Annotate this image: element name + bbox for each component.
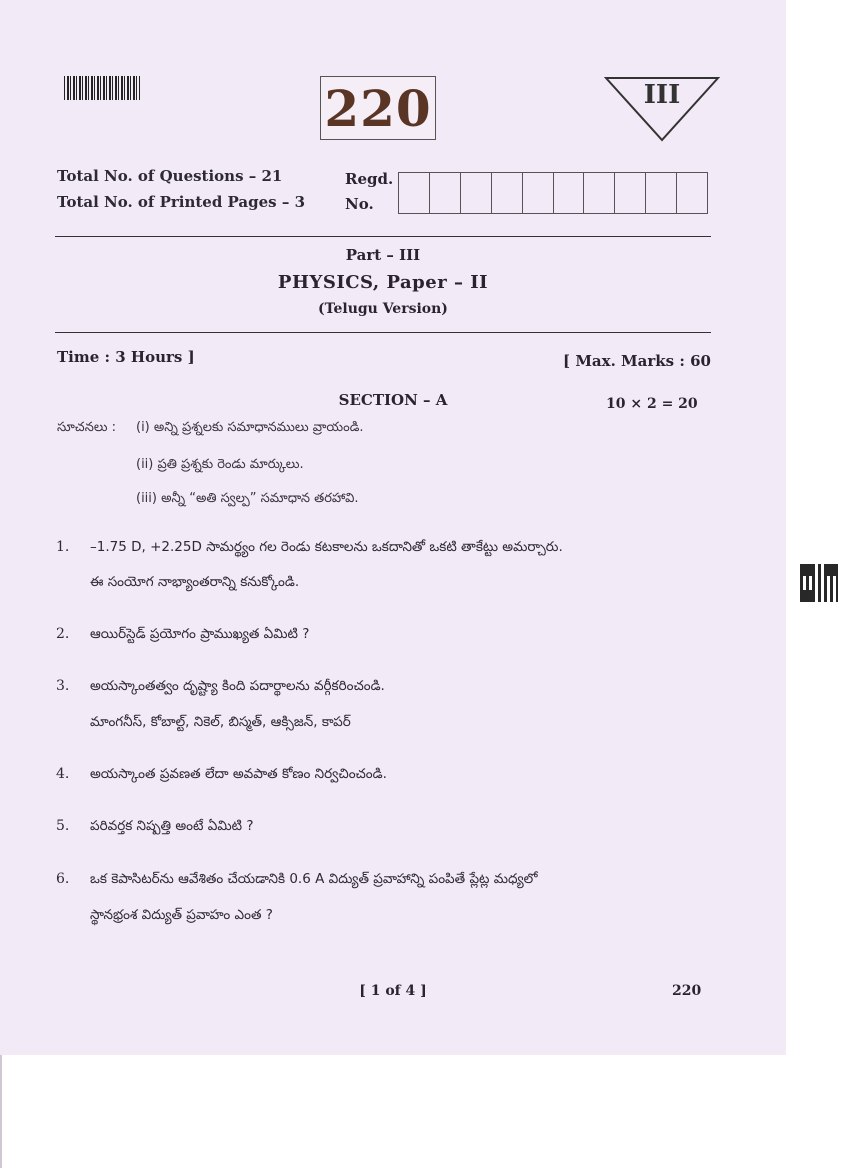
question-text: మాంగనీస్, కోబాల్ట్, నికెల్, బిస్మత్, ఆక్సిజన్, కాపర్ — [90, 714, 351, 730]
part-label: Part – III — [345, 246, 421, 264]
paper-code-box — [320, 76, 436, 140]
question-text: ఈ సంయోగ నాభ్యాంతరాన్ని కనుక్కోండి. — [90, 574, 300, 590]
qr-code — [800, 564, 838, 602]
total-pages: Total No. of Printed Pages – 3 — [57, 193, 306, 211]
regd-cell[interactable] — [554, 173, 585, 213]
regd-cell[interactable] — [461, 173, 492, 213]
question-number: 6. — [56, 871, 70, 887]
regd-cell[interactable] — [523, 173, 554, 213]
divider — [55, 236, 711, 237]
regd-cell[interactable] — [615, 173, 646, 213]
section-title: SECTION – A — [338, 391, 448, 409]
question-number: 5. — [56, 818, 70, 834]
regd-cell[interactable] — [492, 173, 523, 213]
instruction-item: (iii) అన్నీ “అతి స్వల్ప” సమాధాన తరహావి. — [136, 491, 359, 506]
regd-no-label: No. — [345, 195, 374, 213]
regd-cell[interactable] — [677, 173, 707, 213]
subject-title: PHYSICS, Paper – II — [277, 272, 489, 293]
question-text: –1.75 D, +2.25D సామర్థ్యం గల రెండు కటకాలను ఒకదానితో ఒకటి తాకేట్టు అమర్చారు. — [90, 539, 563, 555]
instruction-item: (i) అన్ని ప్రశ్నలకు సమాధానములు వ్రాయండి. — [136, 420, 364, 435]
regd-cell[interactable] — [430, 173, 461, 213]
regd-cell[interactable] — [646, 173, 677, 213]
question-number: 4. — [56, 766, 70, 782]
regd-label: Regd. — [345, 170, 394, 188]
page-number: [ 1 of 4 ] — [359, 983, 427, 999]
series-label: III — [643, 80, 681, 110]
registration-number-grid[interactable] — [398, 172, 708, 214]
barcode — [64, 76, 140, 100]
total-questions: Total No. of Questions – 21 — [57, 167, 283, 185]
max-marks: [ Max. Marks : 60 — [563, 352, 711, 370]
question-number: 3. — [56, 678, 70, 694]
regd-cell[interactable] — [584, 173, 615, 213]
instruction-item: (ii) ప్రతి ప్రశ్నకు రెండు మార్కులు. — [136, 457, 304, 472]
time-allowed: Time : 3 Hours ] — [57, 348, 195, 366]
page-edge — [0, 1055, 62, 1168]
question-text: స్థానభ్రంశ విద్యుత్ ప్రవాహం ఎంత ? — [90, 907, 273, 923]
question-number: 2. — [56, 626, 70, 642]
section-marks: 10 × 2 = 20 — [606, 396, 698, 412]
paper-code: 220 — [324, 78, 432, 138]
regd-cell[interactable] — [399, 173, 430, 213]
footer-paper-code: 220 — [672, 983, 702, 999]
question-text: అయస్కాంత ప్రవణత లేదా అవపాత కోణం నిర్వచించండి. — [90, 766, 387, 782]
question-text: ఆయిర్‌స్టెడ్ ప్రయోగం ప్రాముఖ్యత ఏమిటి ? — [90, 626, 310, 642]
version-label: (Telugu Version) — [318, 301, 448, 317]
question-number: 1. — [56, 539, 70, 555]
question-text: ఒక కెపాసిటర్‌ను ఆవేశితం చేయడానికి 0.6 A విద్యుత్ ప్రవాహాన్ని పంపితే ప్లేట్ల మధ్యలో — [90, 871, 538, 887]
divider — [55, 332, 711, 333]
question-text: పరివర్తక నిష్పత్తి అంటే ఏమిటి ? — [90, 818, 254, 834]
question-text: అయస్కాంతత్వం దృష్ట్యా కింది పదార్థాలను వర్గీకరించండి. — [90, 678, 385, 694]
instructions-label: సూచనలు : — [57, 420, 117, 435]
